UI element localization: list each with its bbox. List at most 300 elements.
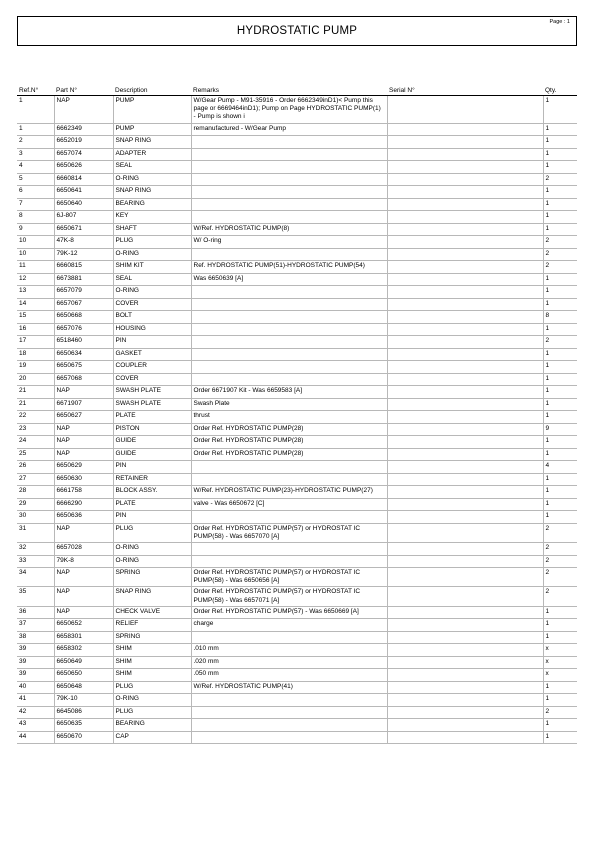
description-cell: PISTON — [113, 423, 191, 436]
remarks-cell: Order Ref. HYDROSTATIC PUMP(57) or HYDROSTAT IC PUMP(58) - Was 6650656 [A] — [191, 568, 387, 587]
remarks-cell: valve - Was 6650672 [C] — [191, 498, 387, 511]
table-row — [17, 298, 577, 311]
serial-number-cell — [387, 223, 543, 236]
description-cell: PUMP — [113, 96, 191, 124]
remarks-cell — [191, 198, 387, 211]
serial-number-cell — [387, 136, 543, 149]
table-row — [17, 161, 577, 174]
ref-cell: 36 — [17, 606, 54, 619]
column-header-part-number: Part N° — [54, 83, 113, 96]
description-cell: PLATE — [113, 498, 191, 511]
qty-cell: 1 — [543, 361, 577, 374]
part-number-cell: 6650675 — [54, 361, 113, 374]
remarks-cell — [191, 473, 387, 486]
qty-cell: 1 — [543, 681, 577, 694]
qty-cell: 1 — [543, 473, 577, 486]
serial-number-cell — [387, 96, 543, 124]
remarks-cell — [191, 248, 387, 261]
table-row — [17, 386, 577, 399]
table-row — [17, 568, 577, 587]
part-number-cell: 6650627 — [54, 411, 113, 424]
part-number-cell: 6658302 — [54, 644, 113, 657]
part-number-cell: 6657028 — [54, 543, 113, 556]
ref-cell: 21 — [17, 398, 54, 411]
part-number-cell: NAP — [54, 587, 113, 606]
column-header-qty: Qty. — [543, 83, 577, 96]
description-cell: RELIEF — [113, 619, 191, 632]
qty-cell: 1 — [543, 148, 577, 161]
serial-number-cell — [387, 644, 543, 657]
part-number-cell: 6673881 — [54, 273, 113, 286]
serial-number-cell — [387, 473, 543, 486]
description-cell: SHIM — [113, 644, 191, 657]
ref-cell: 25 — [17, 448, 54, 461]
serial-number-cell — [387, 336, 543, 349]
serial-number-cell — [387, 731, 543, 744]
serial-number-cell — [387, 323, 543, 336]
remarks-cell — [191, 161, 387, 174]
serial-number-cell — [387, 286, 543, 299]
ref-cell: 10 — [17, 248, 54, 261]
part-number-cell: 6650652 — [54, 619, 113, 632]
ref-cell: 1 — [17, 123, 54, 136]
serial-number-cell — [387, 423, 543, 436]
ref-cell: 39 — [17, 656, 54, 669]
ref-cell: 19 — [17, 361, 54, 374]
qty-cell: 1 — [543, 619, 577, 632]
description-cell: BEARING — [113, 198, 191, 211]
description-cell: PUMP — [113, 123, 191, 136]
qty-cell: 1 — [543, 323, 577, 336]
title-box — [17, 16, 577, 46]
serial-number-cell — [387, 411, 543, 424]
ref-cell: 39 — [17, 669, 54, 682]
table-row — [17, 669, 577, 682]
remarks-cell — [191, 543, 387, 556]
serial-number-cell — [387, 373, 543, 386]
ref-cell: 8 — [17, 211, 54, 224]
remarks-cell — [191, 286, 387, 299]
serial-number-cell — [387, 486, 543, 499]
description-cell: CHECK VALVE — [113, 606, 191, 619]
description-cell: PIN — [113, 336, 191, 349]
description-cell: SHAFT — [113, 223, 191, 236]
remarks-cell — [191, 173, 387, 186]
part-number-cell: 6650670 — [54, 731, 113, 744]
ref-cell: 43 — [17, 719, 54, 732]
ref-cell: 42 — [17, 706, 54, 719]
part-number-cell: 6650650 — [54, 669, 113, 682]
serial-number-cell — [387, 681, 543, 694]
ref-cell: 44 — [17, 731, 54, 744]
qty-cell: 1 — [543, 386, 577, 399]
qty-cell: 1 — [543, 211, 577, 224]
part-number-cell: NAP — [54, 606, 113, 619]
column-header-serial-number: Serial N° — [387, 83, 543, 96]
remarks-cell — [191, 336, 387, 349]
table-row — [17, 631, 577, 644]
description-cell: PLUG — [113, 523, 191, 542]
description-cell: PIN — [113, 461, 191, 474]
ref-cell: 22 — [17, 411, 54, 424]
serial-number-cell — [387, 719, 543, 732]
part-number-cell: 6662349 — [54, 123, 113, 136]
table-body — [17, 96, 577, 744]
qty-cell: 1 — [543, 398, 577, 411]
qty-cell: 4 — [543, 461, 577, 474]
serial-number-cell — [387, 606, 543, 619]
table-header-row — [17, 83, 577, 96]
ref-cell: 7 — [17, 198, 54, 211]
page-number: Page : 1 — [549, 19, 570, 25]
remarks-cell: .010 mm — [191, 644, 387, 657]
table-row — [17, 619, 577, 632]
remarks-cell: W/Gear Pump - M91-35916 - Order 6662349inD1)< Pump this page or 6669464inD1); Pump on Page HYDROSTATIC PUMP(1) - Pump is shown i — [191, 96, 387, 124]
description-cell: PIN — [113, 511, 191, 524]
remarks-cell: remanufactured - W/Gear Pump — [191, 123, 387, 136]
remarks-cell: .050 mm — [191, 669, 387, 682]
remarks-cell — [191, 298, 387, 311]
column-header-ref: Ref.N° — [17, 83, 54, 96]
table-row — [17, 373, 577, 386]
remarks-cell: charge — [191, 619, 387, 632]
ref-cell: 26 — [17, 461, 54, 474]
description-cell: BEARING — [113, 719, 191, 732]
qty-cell: 8 — [543, 311, 577, 324]
qty-cell: 1 — [543, 186, 577, 199]
qty-cell: 1 — [543, 286, 577, 299]
description-cell: SNAP RING — [113, 186, 191, 199]
description-cell: BOLT — [113, 311, 191, 324]
ref-cell: 1 — [17, 96, 54, 124]
part-number-cell: 6657068 — [54, 373, 113, 386]
remarks-cell — [191, 186, 387, 199]
table-row — [17, 96, 577, 124]
remarks-cell — [191, 631, 387, 644]
qty-cell: x — [543, 644, 577, 657]
remarks-cell — [191, 211, 387, 224]
part-number-cell: 79K-10 — [54, 694, 113, 707]
part-number-cell: 6650648 — [54, 681, 113, 694]
table-row — [17, 555, 577, 568]
part-number-cell: 6650635 — [54, 719, 113, 732]
table-row — [17, 198, 577, 211]
table-row — [17, 606, 577, 619]
description-cell: SNAP RING — [113, 587, 191, 606]
remarks-cell: Was 6650639 [A] — [191, 273, 387, 286]
ref-cell: 38 — [17, 631, 54, 644]
serial-number-cell — [387, 161, 543, 174]
table-row — [17, 694, 577, 707]
serial-number-cell — [387, 568, 543, 587]
qty-cell: 2 — [543, 543, 577, 556]
table-row — [17, 123, 577, 136]
serial-number-cell — [387, 669, 543, 682]
part-number-cell: 6650640 — [54, 198, 113, 211]
part-number-cell: 6658301 — [54, 631, 113, 644]
qty-cell: 1 — [543, 606, 577, 619]
description-cell: SPRING — [113, 568, 191, 587]
table-row — [17, 656, 577, 669]
serial-number-cell — [387, 248, 543, 261]
part-number-cell: 6666290 — [54, 498, 113, 511]
qty-cell: 2 — [543, 173, 577, 186]
table-row — [17, 211, 577, 224]
part-number-cell: NAP — [54, 568, 113, 587]
serial-number-cell — [387, 386, 543, 399]
remarks-cell: W/Ref. HYDROSTATIC PUMP(23)-HYDROSTATIC PUMP(27) — [191, 486, 387, 499]
table-row — [17, 411, 577, 424]
ref-cell: 6 — [17, 186, 54, 199]
description-cell: O-RING — [113, 248, 191, 261]
qty-cell: x — [543, 669, 577, 682]
part-number-cell: 6650649 — [54, 656, 113, 669]
table-row — [17, 706, 577, 719]
page-title: HYDROSTATIC PUMP — [236, 25, 358, 37]
remarks-cell — [191, 148, 387, 161]
part-number-cell: 6650671 — [54, 223, 113, 236]
ref-cell: 5 — [17, 173, 54, 186]
qty-cell: 1 — [543, 198, 577, 211]
description-cell: ADAPTER — [113, 148, 191, 161]
qty-cell: 1 — [543, 123, 577, 136]
table-row — [17, 681, 577, 694]
serial-number-cell — [387, 148, 543, 161]
part-number-cell: 6650629 — [54, 461, 113, 474]
description-cell: GUIDE — [113, 448, 191, 461]
part-number-cell: NAP — [54, 523, 113, 542]
table-row — [17, 336, 577, 349]
ref-cell: 9 — [17, 223, 54, 236]
part-number-cell: 79K-12 — [54, 248, 113, 261]
part-number-cell: 6671907 — [54, 398, 113, 411]
description-cell: PLUG — [113, 236, 191, 249]
description-cell: PLUG — [113, 681, 191, 694]
description-cell: PLATE — [113, 411, 191, 424]
ref-cell: 17 — [17, 336, 54, 349]
ref-cell: 2 — [17, 136, 54, 149]
remarks-cell — [191, 373, 387, 386]
description-cell: PLUG — [113, 706, 191, 719]
table-row — [17, 543, 577, 556]
serial-number-cell — [387, 619, 543, 632]
table-row — [17, 423, 577, 436]
ref-cell: 16 — [17, 323, 54, 336]
ref-cell: 4 — [17, 161, 54, 174]
serial-number-cell — [387, 186, 543, 199]
description-cell: O-RING — [113, 286, 191, 299]
description-cell: O-RING — [113, 555, 191, 568]
table-row — [17, 323, 577, 336]
remarks-cell: Order Ref. HYDROSTATIC PUMP(28) — [191, 448, 387, 461]
description-cell: SPRING — [113, 631, 191, 644]
description-cell: HOUSING — [113, 323, 191, 336]
part-number-cell: 6650641 — [54, 186, 113, 199]
description-cell: GUIDE — [113, 436, 191, 449]
description-cell: SWASH PLATE — [113, 398, 191, 411]
serial-number-cell — [387, 523, 543, 542]
part-number-cell: 6650626 — [54, 161, 113, 174]
parts-table — [17, 83, 577, 744]
serial-number-cell — [387, 631, 543, 644]
qty-cell: 1 — [543, 373, 577, 386]
table-row — [17, 248, 577, 261]
serial-number-cell — [387, 461, 543, 474]
description-cell: SWASH PLATE — [113, 386, 191, 399]
table-row — [17, 261, 577, 274]
ref-cell: 28 — [17, 486, 54, 499]
table-row — [17, 273, 577, 286]
table-row — [17, 398, 577, 411]
qty-cell: 1 — [543, 223, 577, 236]
serial-number-cell — [387, 348, 543, 361]
qty-cell: 1 — [543, 348, 577, 361]
description-cell: O-RING — [113, 173, 191, 186]
part-number-cell: 6660815 — [54, 261, 113, 274]
qty-cell: 1 — [543, 273, 577, 286]
remarks-cell — [191, 511, 387, 524]
table-row — [17, 719, 577, 732]
description-cell: O-RING — [113, 543, 191, 556]
ref-cell: 37 — [17, 619, 54, 632]
part-number-cell: 6645086 — [54, 706, 113, 719]
description-cell: CAP — [113, 731, 191, 744]
remarks-cell: W/ O-ring — [191, 236, 387, 249]
description-cell: SHIM KIT — [113, 261, 191, 274]
table-row — [17, 186, 577, 199]
part-number-cell: 6657079 — [54, 286, 113, 299]
table-row — [17, 148, 577, 161]
table-row — [17, 173, 577, 186]
serial-number-cell — [387, 211, 543, 224]
remarks-cell: Order Ref. HYDROSTATIC PUMP(57) or HYDROSTAT IC PUMP(58) - Was 6657071 [A] — [191, 587, 387, 606]
qty-cell: 2 — [543, 261, 577, 274]
remarks-cell — [191, 731, 387, 744]
part-number-cell: 6518460 — [54, 336, 113, 349]
qty-cell: 1 — [543, 694, 577, 707]
table-row — [17, 486, 577, 499]
table-row — [17, 286, 577, 299]
ref-cell: 31 — [17, 523, 54, 542]
remarks-cell: Order Ref. HYDROSTATIC PUMP(57) or HYDROSTAT IC PUMP(58) - Was 6657070 [A] — [191, 523, 387, 542]
table-row — [17, 498, 577, 511]
part-number-cell: 6650630 — [54, 473, 113, 486]
serial-number-cell — [387, 436, 543, 449]
serial-number-cell — [387, 311, 543, 324]
part-number-cell: NAP — [54, 436, 113, 449]
table-row — [17, 236, 577, 249]
serial-number-cell — [387, 236, 543, 249]
qty-cell: 2 — [543, 336, 577, 349]
column-header-description: Description — [113, 83, 191, 96]
table-row — [17, 587, 577, 606]
part-number-cell: 6657074 — [54, 148, 113, 161]
remarks-cell — [191, 323, 387, 336]
ref-cell: 10 — [17, 236, 54, 249]
ref-cell: 24 — [17, 436, 54, 449]
ref-cell: 14 — [17, 298, 54, 311]
remarks-cell — [191, 706, 387, 719]
serial-number-cell — [387, 694, 543, 707]
part-number-cell: 6650636 — [54, 511, 113, 524]
qty-cell: 1 — [543, 411, 577, 424]
remarks-cell: Order Ref. HYDROSTATIC PUMP(28) — [191, 436, 387, 449]
remarks-cell: W/Ref. HYDROSTATIC PUMP(8) — [191, 223, 387, 236]
ref-cell: 20 — [17, 373, 54, 386]
table-row — [17, 348, 577, 361]
qty-cell: 2 — [543, 523, 577, 542]
qty-cell: 9 — [543, 423, 577, 436]
part-number-cell: NAP — [54, 96, 113, 124]
part-number-cell: NAP — [54, 423, 113, 436]
qty-cell: 1 — [543, 96, 577, 124]
table-row — [17, 461, 577, 474]
serial-number-cell — [387, 361, 543, 374]
serial-number-cell — [387, 198, 543, 211]
description-cell: GASKET — [113, 348, 191, 361]
description-cell: BLOCK ASSY. — [113, 486, 191, 499]
ref-cell: 11 — [17, 261, 54, 274]
qty-cell: 1 — [543, 161, 577, 174]
qty-cell: 2 — [543, 236, 577, 249]
serial-number-cell — [387, 498, 543, 511]
ref-cell: 3 — [17, 148, 54, 161]
part-number-cell: 6657076 — [54, 323, 113, 336]
part-number-cell: 79K-8 — [54, 555, 113, 568]
table-row — [17, 523, 577, 542]
ref-cell: 32 — [17, 543, 54, 556]
serial-number-cell — [387, 398, 543, 411]
ref-cell: 34 — [17, 568, 54, 587]
remarks-cell — [191, 461, 387, 474]
description-cell: COVER — [113, 373, 191, 386]
remarks-cell — [191, 719, 387, 732]
qty-cell: 1 — [543, 436, 577, 449]
ref-cell: 12 — [17, 273, 54, 286]
ref-cell: 18 — [17, 348, 54, 361]
table-row — [17, 644, 577, 657]
description-cell: SEAL — [113, 273, 191, 286]
serial-number-cell — [387, 555, 543, 568]
part-number-cell: 6660814 — [54, 173, 113, 186]
serial-number-cell — [387, 543, 543, 556]
table-row — [17, 436, 577, 449]
serial-number-cell — [387, 298, 543, 311]
serial-number-cell — [387, 273, 543, 286]
table-row — [17, 361, 577, 374]
remarks-cell: Ref. HYDROSTATIC PUMP(51)-HYDROSTATIC PUMP(54) — [191, 261, 387, 274]
table-row — [17, 473, 577, 486]
table-row — [17, 448, 577, 461]
ref-cell: 33 — [17, 555, 54, 568]
description-cell: COUPLER — [113, 361, 191, 374]
ref-cell: 13 — [17, 286, 54, 299]
ref-cell: 41 — [17, 694, 54, 707]
qty-cell: 1 — [543, 498, 577, 511]
description-cell: SHIM — [113, 656, 191, 669]
serial-number-cell — [387, 706, 543, 719]
qty-cell: 1 — [543, 719, 577, 732]
table-row — [17, 223, 577, 236]
part-number-cell: 47K-8 — [54, 236, 113, 249]
ref-cell: 15 — [17, 311, 54, 324]
ref-cell: 29 — [17, 498, 54, 511]
ref-cell: 27 — [17, 473, 54, 486]
qty-cell: x — [543, 656, 577, 669]
description-cell: COVER — [113, 298, 191, 311]
description-cell: KEY — [113, 211, 191, 224]
qty-cell: 1 — [543, 298, 577, 311]
